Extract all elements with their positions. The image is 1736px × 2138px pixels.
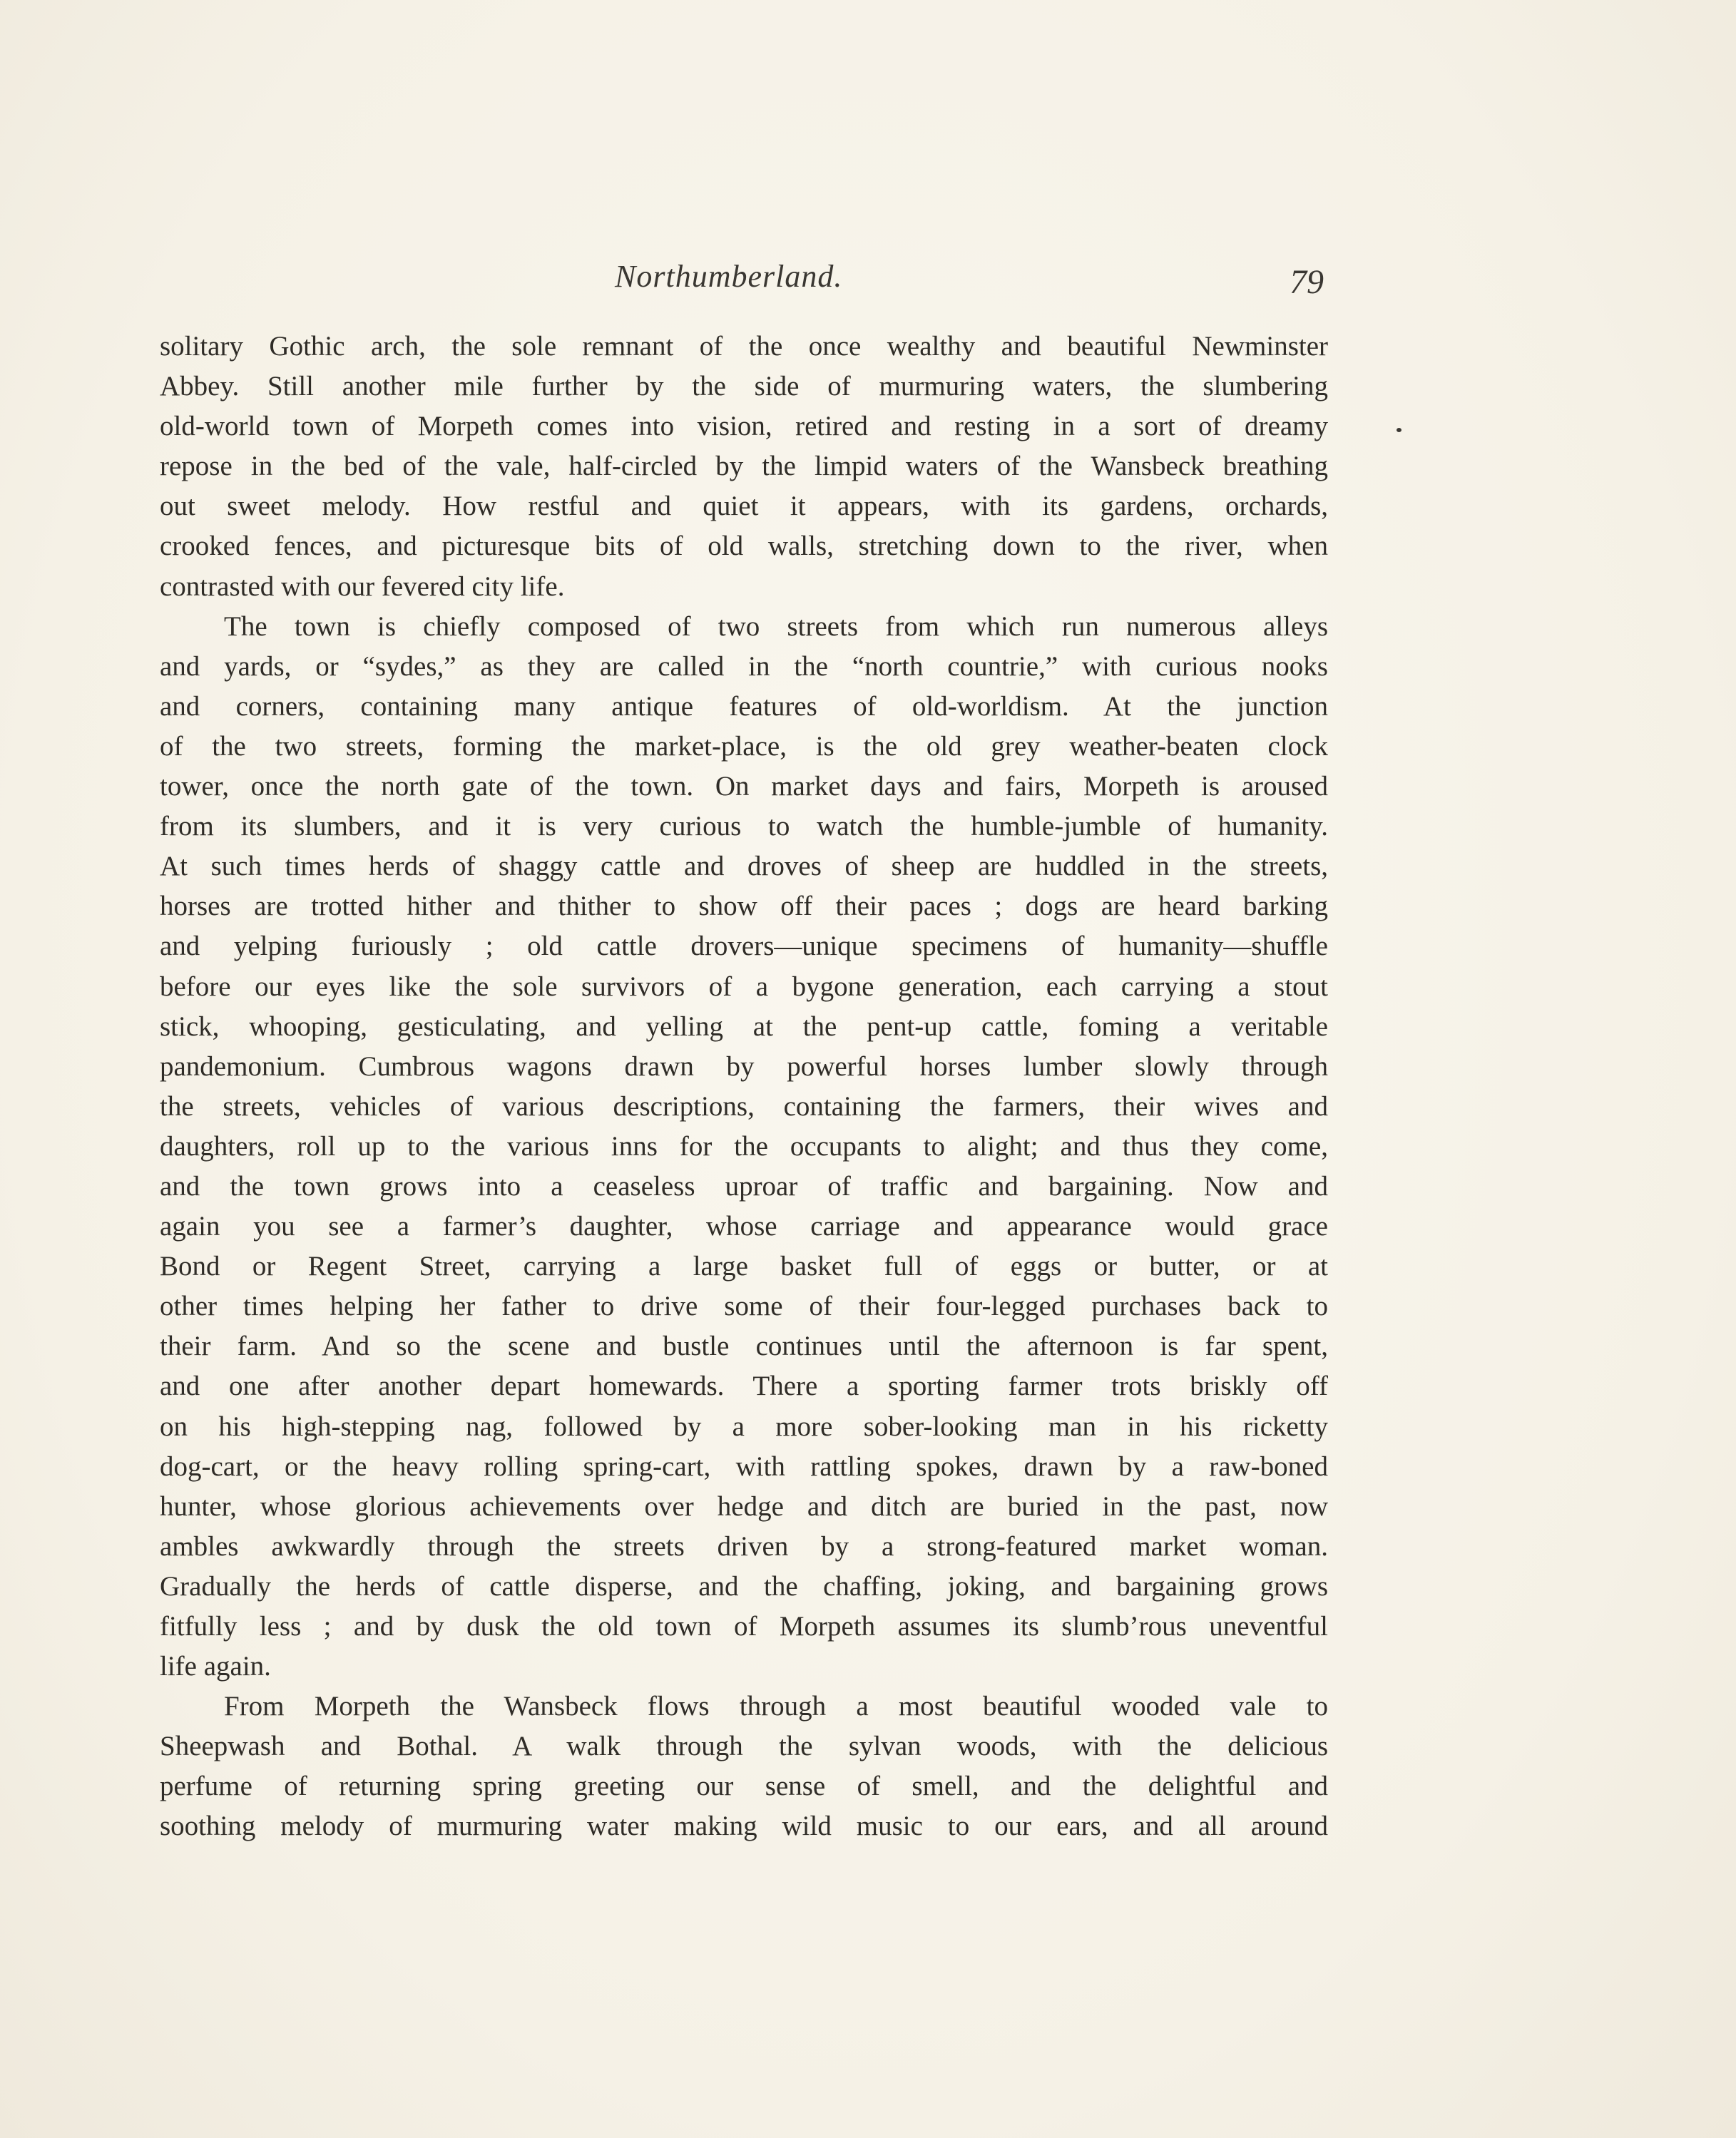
margin-speck <box>1397 428 1401 432</box>
text-line: dog-cart, or the heavy rolling spring-cart, with rattling spokes, drawn by a raw-boned <box>160 1451 1328 1482</box>
text-line: horses are trotted hither and thither to show off their paces ; dogs are heard barking <box>160 891 1328 922</box>
text-line: Abbey. Still another mile further by the side of murmuring waters, the slumbering <box>160 371 1328 402</box>
text-line: and one after another depart homewards. There a sporting farmer trots briskly off <box>160 1371 1328 1402</box>
text-line: hunter, whose glorious achievements over hedge and ditch are buried in the past, now <box>160 1490 1328 1522</box>
text-line: before our eyes like the sole survivors of a bygone generation, each carrying a stout <box>160 971 1328 1002</box>
text-line: and the town grows into a ceaseless uproar of traffic and bargaining. Now and <box>160 1170 1328 1202</box>
text-line: tower, once the north gate of the town. On market days and fairs, Morpeth is aroused <box>160 771 1328 802</box>
text-line: from its slumbers, and it is very curious to watch the humble-jumble of humanity. <box>160 811 1328 842</box>
text-line: repose in the bed of the vale, half-circled by the limpid waters of the Wansbeck breathing <box>160 451 1328 482</box>
text-line: Sheepwash and Bothal. A walk through the sylvan woods, with the delicious <box>160 1731 1328 1762</box>
text-line: Gradually the herds of cattle disperse, and the chaffing, joking, and bargaining grows <box>160 1570 1328 1602</box>
text-line: Bond or Regent Street, carrying a large basket full of eggs or butter, or at <box>160 1251 1328 1282</box>
text-line: At such times herds of shaggy cattle and droves of sheep are huddled in the streets, <box>160 851 1328 882</box>
text-line: pandemonium. Cumbrous wagons drawn by powerful horses lumber slowly through <box>160 1050 1328 1082</box>
body-text <box>160 327 1328 1860</box>
text-line: the streets, vehicles of various descriptions, containing the farmers, their wives and <box>160 1090 1328 1122</box>
text-line: daughters, roll up to the various inns for the occupants to alight; and thus they come, <box>160 1130 1328 1162</box>
running-title: Northumberland. <box>615 259 843 294</box>
text-line: on his high-stepping nag, followed by a more sober-looking man in his ricketty <box>160 1411 1328 1442</box>
text-line: stick, whooping, gesticulating, and yelling at the pent-up cattle, foming a veritable <box>160 1011 1328 1042</box>
text-line: their farm. And so the scene and bustle continues until the afternoon is far spent, <box>160 1331 1328 1362</box>
text-line: of the two streets, forming the market-place, is the old grey weather-beaten clock <box>160 730 1328 762</box>
text-line: perfume of returning spring greeting our sense of smell, and the delightful and <box>160 1771 1328 1802</box>
running-head <box>0 258 1736 301</box>
text-line: old-world town of Morpeth comes into vision, retired and resting in a sort of dreamy <box>160 411 1328 442</box>
text-line: contrasted with our fevered city life. <box>160 571 565 602</box>
paragraph-start: The town is chiefly composed of two streets from which run numerous alleys <box>224 610 1328 642</box>
text-line: crooked fences, and picturesque bits of old walls, stretching down to the river, when <box>160 531 1328 562</box>
text-line: out sweet melody. How restful and quiet it appears, with its gardens, orchards, <box>160 491 1328 522</box>
text-line: and corners, containing many antique features of old-worldism. At the junction <box>160 690 1328 722</box>
text-line: ambles awkwardly through the streets driven by a strong-featured market woman. <box>160 1530 1328 1562</box>
text-line: and yards, or “sydes,” as they are called in the “north countrie,” with curious nooks <box>160 650 1328 682</box>
text-line: and yelping furiously ; old cattle drovers—unique specimens of humanity—shuffle <box>160 931 1328 962</box>
text-line: life again. <box>160 1651 271 1682</box>
page-number: 79 <box>1290 263 1324 301</box>
text-line: solitary Gothic arch, the sole remnant of the once wealthy and beautiful Newminster <box>160 331 1328 362</box>
text-line: again you see a farmer’s daughter, whose carriage and appearance would grace <box>160 1211 1328 1242</box>
text-line: soothing melody of murmuring water making wild music to our ears, and all around <box>160 1811 1328 1842</box>
paragraph-start: From Morpeth the Wansbeck flows through a most beautiful wooded vale to <box>224 1691 1328 1722</box>
text-line: other times helping her father to drive some of their four-legged purchases back to <box>160 1291 1328 1322</box>
text-line: fitfully less ; and by dusk the old town of Morpeth assumes its slumb’rous uneventful <box>160 1611 1328 1642</box>
